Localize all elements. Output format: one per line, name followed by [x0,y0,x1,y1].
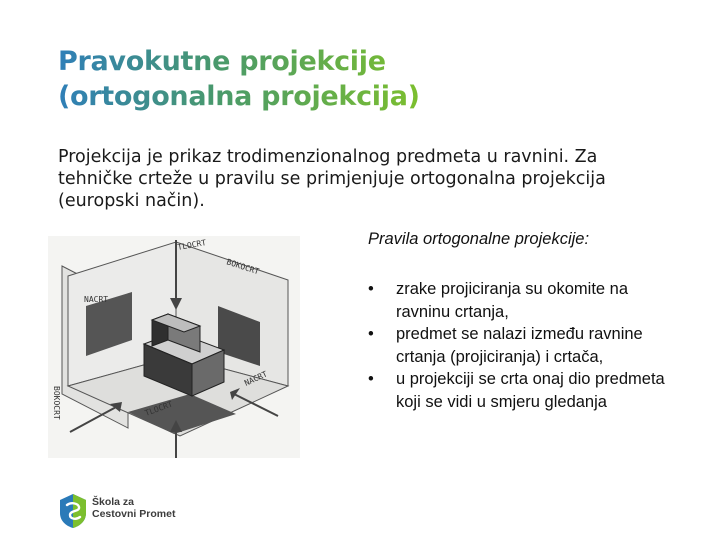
rule-text: predmet se nalazi između ravnine crtanja (projiciranja) i crtača, [396,325,643,366]
rules-list [368,278,668,413]
school-name-line-1: Škola za [92,496,135,508]
school-name [92,496,175,520]
svg-text:NACRT: NACRT [243,369,269,388]
slide-title [58,44,420,114]
bullet-icon: • [368,280,374,298]
svg-text:NACRT: NACRT [84,295,109,304]
rule-item [368,278,668,323]
rule-item [368,368,668,413]
rule-item [368,323,668,368]
svg-text:BOKOCRT: BOKOCRT [52,386,61,420]
school-logo-icon [58,493,88,529]
intro-paragraph: Projekcija je prikaz trodimenzionalnog predmeta u ravnini. Za tehničke crteže u pravilu se primjenjuje ortogonalna projekcija (europski način). [58,147,606,211]
svg-text:BOKOCRT: BOKOCRT [225,257,261,277]
school-name-line-2: Cestovni Promet [92,508,176,520]
bullet-icon: • [368,325,374,343]
svg-text:TLOCRT: TLOCRT [176,238,207,252]
rule-text: u projekciji se crta onaj dio predmeta koji se vidi u smjeru gledanja [396,370,665,411]
svg-text:TLOCRT: TLOCRT [143,399,174,418]
slide-title-line-1: Pravokutne projekcije [58,46,386,77]
rules-heading: Pravila ortogonalne projekcije: [368,230,590,248]
slide-title-line-2: (ortogonalna projekcija) [58,81,420,112]
school-logo [58,493,258,529]
orthographic-projection-illustration-icon [48,236,300,458]
bullet-icon: • [368,370,374,388]
projection-illustration [48,236,300,458]
rule-text: zrake projiciranja su okomite na ravninu crtanja, [396,280,629,321]
